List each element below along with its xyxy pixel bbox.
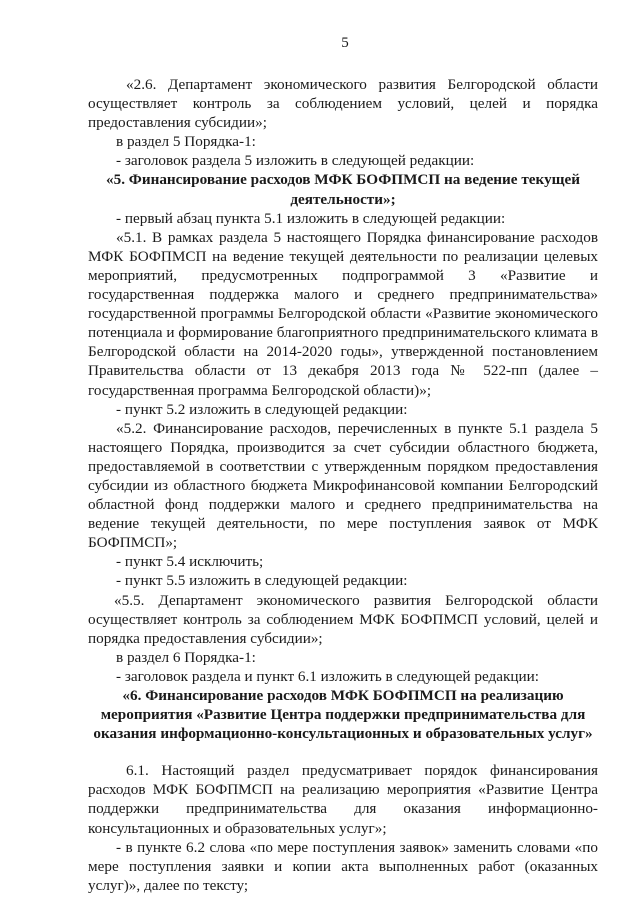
paragraph-2-6: «2.6. Департамент экономического развития Белгородской области осуществляет контроль за соблюдением условий, целей и порядка предоставления субсидии»; bbox=[88, 76, 598, 132]
paragraph-section-5-intro: в раздел 5 Порядка-1: bbox=[116, 133, 256, 151]
paragraph-5-1-note: - первый абзац пункта 5.1 изложить в следующей редакции: bbox=[116, 209, 506, 227]
paragraph-5-1: «5.1. В рамках раздела 5 настоящего Порядка финансирование расходов МФК БОФПМСП на ведение текущей деятельности по реализации целевых мероприятий, предусмотренных подпрограммой 3 «Развитие и государственная поддержка малого и среднего предпринимательства» государственной программы Белгородской области «Развитие экономического потенциала и формирование благоприятного предпринимательского климата в Белгородской области на 2014-2020 годы», утвержденной постановлением Правительства области от 13 декабря 2013 года № 522-пп (далее – государственная программа Белгородской области)»; bbox=[88, 228, 598, 399]
paragraph-section-6-intro: в раздел 6 Порядка-1: bbox=[116, 648, 256, 666]
paragraph-5-5: «5.5. Департамент экономического развития Белгородской области осуществляет контроль за соблюдением МФК БОФПМСП условий, целей и порядка предоставления субсидии»; bbox=[88, 591, 598, 647]
paragraph-5-5-note: - пункт 5.5 изложить в следующей редакции: bbox=[116, 572, 408, 590]
paragraph-5-2: «5.2. Финансирование расходов, перечисленных в пункте 5.1 раздела 5 настоящего Порядка, производится за счет субсидии областного бюджета, предоставляемой в соответствии с утвержденным порядком предоставления субсидии из областного бюджета Микрофинансовой компании Белгородский областной фонд поддержки малого и среднего предпринимательства на ведение текущей деятельности, по мере поступления заявок от МФК БОФПМСП»; bbox=[88, 419, 598, 552]
page-number: 5 bbox=[341, 35, 349, 51]
paragraph-6-2-note: - в пункте 6.2 слова «по мере поступления заявок» заменить словами «по мере поступления заявки и копии акта выполненных работ (оказанных услуг)», далее по тексту; bbox=[88, 838, 598, 894]
paragraph-5-2-note: - пункт 5.2 изложить в следующей редакции: bbox=[116, 400, 408, 418]
section-5-heading: «5. Финансирование расходов МФК БОФПМСП на ведение текущей деятельности»; bbox=[106, 171, 580, 208]
document-page bbox=[88, 34, 598, 895]
spacer bbox=[88, 743, 598, 761]
paragraph-6-1: 6.1. Настоящий раздел предусматривает порядок финансирования расходов МФК БОФПМСП на реализацию мероприятия «Развитие Центра поддержки предпринимательства для оказания информационно-консультационных и образовательных услуг»; bbox=[88, 762, 598, 837]
paragraph-5-4-note: - пункт 5.4 исключить; bbox=[116, 553, 264, 571]
paragraph-section-6-heading-note: - заголовок раздела и пункт 6.1 изложить в следующей редакции: bbox=[116, 667, 540, 685]
paragraph-section-5-heading-note: - заголовок раздела 5 изложить в следующей редакции: bbox=[116, 152, 475, 170]
section-6-heading: «6. Финансирование расходов МФК БОФПМСП на реализацию мероприятия «Развитие Центра поддержки предпринимательства для оказания информационно-консультационных и образовательных услуг» bbox=[93, 687, 593, 743]
